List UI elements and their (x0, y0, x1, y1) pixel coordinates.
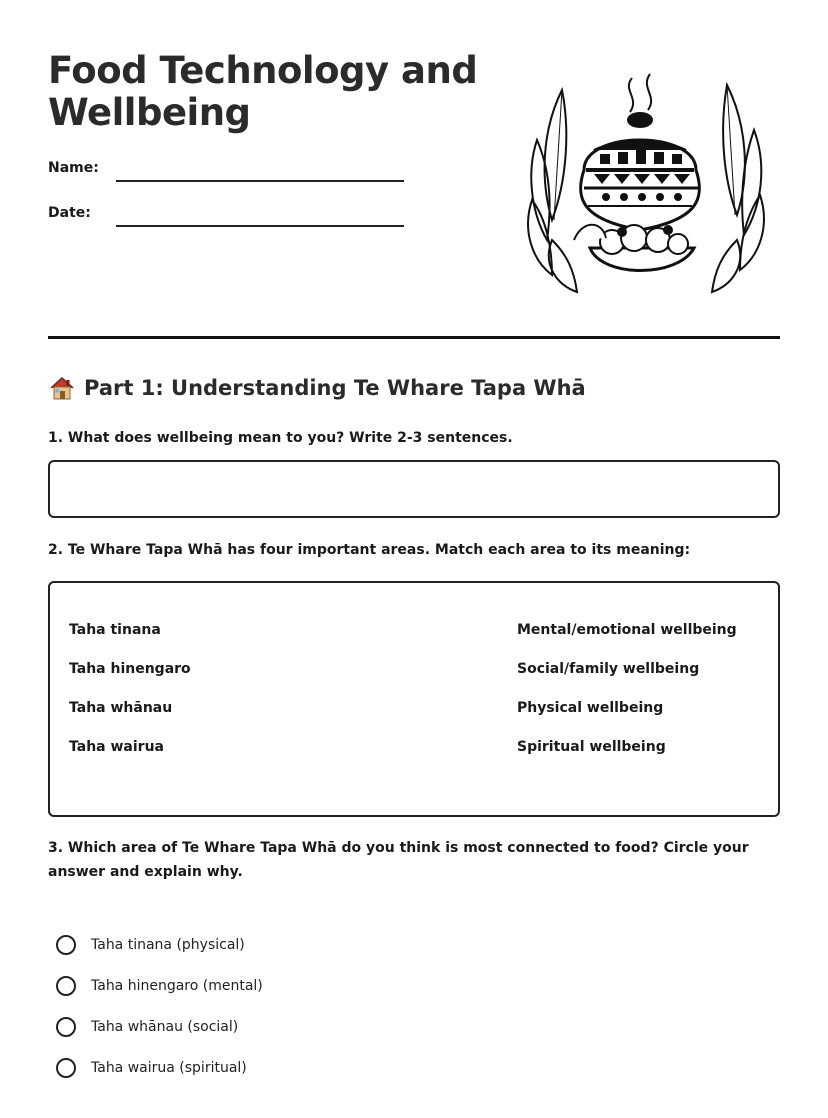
option-label: Taha whānau (social) (91, 1018, 239, 1035)
meaning-item[interactable]: Spiritual wellbeing (517, 739, 666, 755)
question-2: 2. Te Whare Tapa Whā has four important areas. Match each area to its meaning: (48, 542, 691, 558)
question-3: 3. Which area of Te Whare Tapa Whā do you think is most connected to food? Circle your answer and explain why. (48, 840, 749, 880)
option-label: Taha tinana (physical) (91, 936, 245, 953)
option-social[interactable] (56, 1006, 263, 1047)
meaning-item[interactable]: Mental/emotional wellbeing (517, 622, 737, 638)
matching-box (48, 581, 780, 817)
hangi-pot-illustration (522, 70, 770, 296)
date-line[interactable] (116, 225, 404, 227)
part1-heading (48, 374, 586, 402)
radio-circle[interactable] (56, 1017, 76, 1037)
answer-box-1[interactable] (48, 460, 780, 518)
radio-circle[interactable] (56, 1058, 76, 1078)
radio-circle[interactable] (56, 935, 76, 955)
meanings-column (517, 620, 737, 776)
option-mental[interactable] (56, 965, 263, 1006)
meaning-item[interactable]: Physical wellbeing (517, 700, 664, 716)
areas-column (69, 620, 191, 776)
name-line[interactable] (116, 180, 404, 182)
part1-heading-text: Part 1: Understanding Te Whare Tapa Whā (84, 376, 586, 400)
answer-options (56, 924, 263, 1088)
area-item[interactable]: Taha hinengaro (69, 661, 191, 677)
area-item[interactable]: Taha whānau (69, 700, 173, 716)
area-item[interactable]: Taha wairua (69, 739, 164, 755)
name-label: Name: (48, 160, 99, 176)
name-field[interactable] (48, 160, 408, 184)
page-title: Food Technology and Wellbeing (48, 49, 478, 134)
option-spiritual[interactable] (56, 1047, 263, 1088)
date-label: Date: (48, 205, 91, 221)
meaning-item[interactable]: Social/family wellbeing (517, 661, 700, 677)
section-divider (48, 336, 780, 339)
question-1: 1. What does wellbeing mean to you? Write 2-3 sentences. (48, 430, 513, 446)
option-label: Taha wairua (spiritual) (91, 1059, 247, 1076)
area-item[interactable]: Taha tinana (69, 622, 161, 638)
house-icon (48, 374, 76, 402)
date-field[interactable] (48, 205, 408, 229)
option-physical[interactable] (56, 924, 263, 965)
radio-circle[interactable] (56, 976, 76, 996)
option-label: Taha hinengaro (mental) (91, 977, 263, 994)
